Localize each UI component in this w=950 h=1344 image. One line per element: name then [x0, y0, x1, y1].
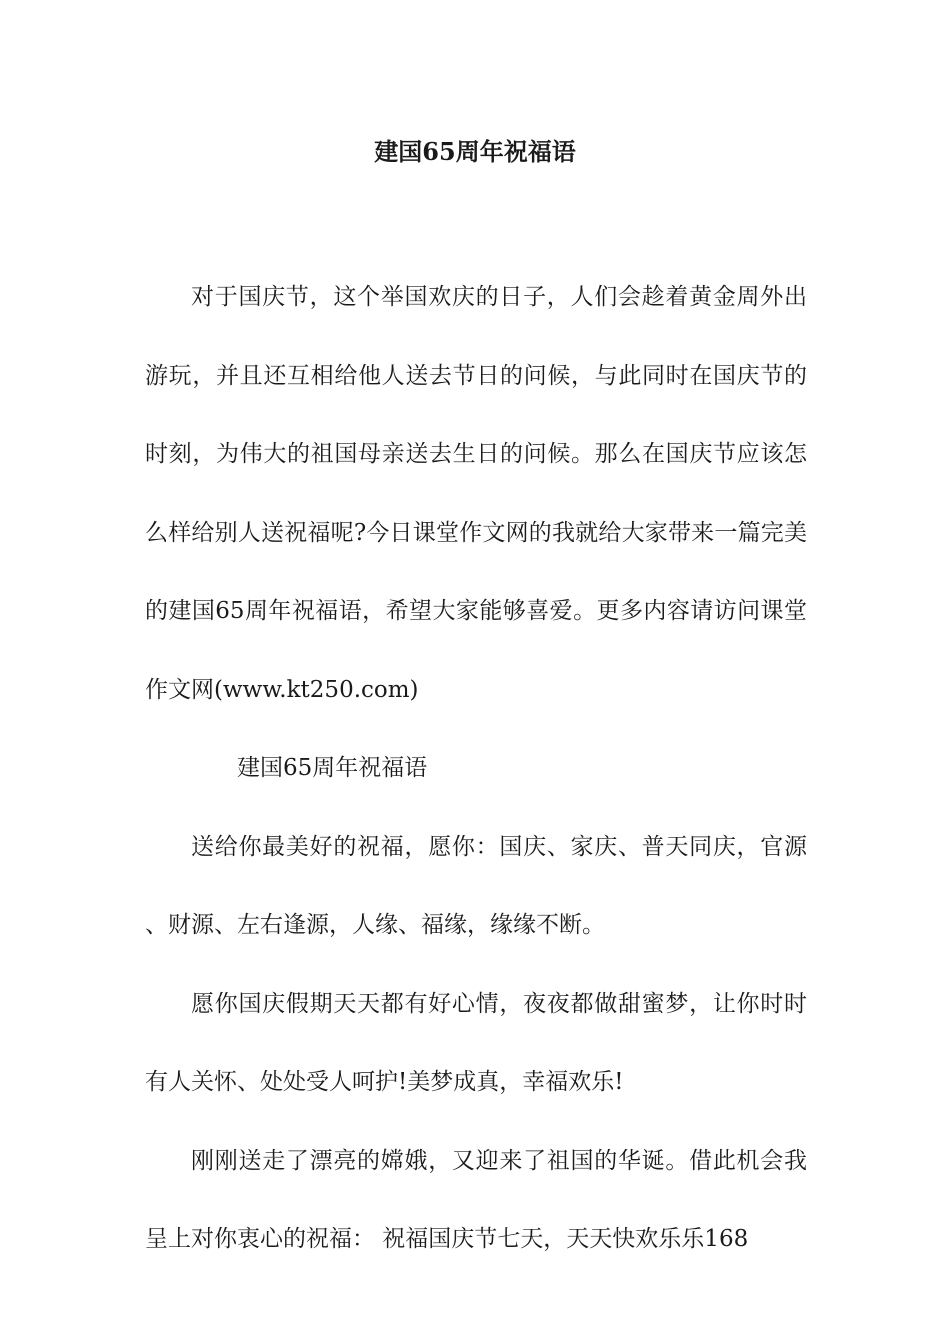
document-body — [145, 258, 807, 1279]
blessing-paragraph-1: 送给你最美好的祝福，愿你：国庆、家庆、普天同庆，官源、财源、左右逢源，人缘、福缘，缘缘不断。 — [145, 833, 807, 938]
section-subheading: 建国65周年祝福语 — [237, 755, 428, 781]
blessing-paragraph-2: 愿你国庆假期天天都有好心情，夜夜都做甜蜜梦，让你时时有人关怀、处处受人呵护!美梦成真，幸福欢乐! — [145, 990, 807, 1095]
document-title: 建国65周年祝福语 — [374, 137, 576, 166]
blessing-paragraph-3: 刚刚送走了漂亮的嫦娥，又迎来了祖国的华诞。借此机会我呈上对你衷心的祝福： 祝福国庆节七天，天天快欢乐乐168 — [145, 1147, 807, 1252]
intro-paragraph: 对于国庆节，这个举国欢庆的日子，人们会趁着黄金周外出游玩，并且还互相给他人送去节日的问候，与此同时在国庆节的时刻，为伟大的祖国母亲送去生日的问候。那么在国庆节应该怎么样给别人送祝福呢?今日课堂作文网的我就给大家带来一篇完美的建国65周年祝福语，希望大家能够喜爱。更多内容请访问课堂作文网(www.kt250.com) — [145, 284, 807, 703]
